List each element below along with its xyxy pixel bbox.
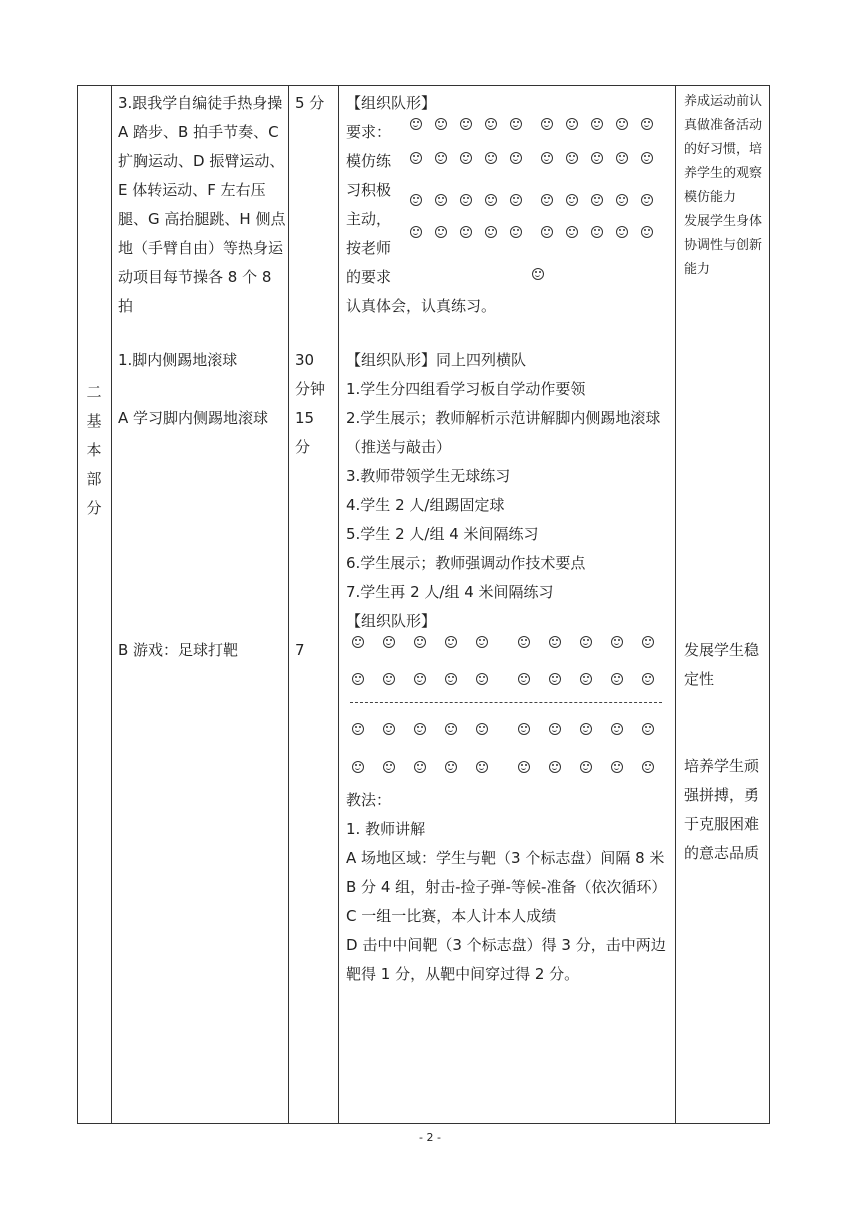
student-icon [541,226,553,238]
formation-row [352,636,488,648]
student-icon [383,636,395,648]
student-icon [460,226,472,238]
formation-requirements: 要求： 模仿练 习积极 主动， 按老师 的要求 认真体会，认真练习。 [346,123,497,315]
student-icon [518,761,530,773]
formation-row [410,118,522,130]
game-goals: 发展学生稳定性 培养学生顽强拼搏，勇于克服困难的意志品质 [684,641,760,862]
student-icon [435,118,447,130]
student-icon [641,194,653,206]
page-number: - 2 - [419,1131,441,1144]
student-icon [616,194,628,206]
student-icon [642,723,654,735]
student-icon [616,152,628,164]
student-icon [541,118,553,130]
student-icon [476,636,488,648]
student-icon [611,761,623,773]
student-icon [352,761,364,773]
student-icon [383,673,395,685]
student-icon [641,152,653,164]
formation-row [518,673,654,685]
student-icon [460,194,472,206]
student-icon [580,636,592,648]
student-icon [611,636,623,648]
formation-row [352,723,488,735]
center-line [350,702,662,703]
teacher-icon [532,268,544,280]
column-divider [111,86,112,1123]
student-icon [580,761,592,773]
student-icon [518,673,530,685]
column-divider [338,86,339,1123]
student-icon [383,723,395,735]
student-icon [476,723,488,735]
student-icon [414,636,426,648]
formation-row [541,194,653,206]
student-icon [541,194,553,206]
student-icon [518,723,530,735]
kick-time: 30 分钟 15 分 [295,351,326,456]
student-icon [485,194,497,206]
student-icon [414,723,426,735]
formation-row [410,194,522,206]
student-icon [616,226,628,238]
column-divider [675,86,676,1123]
student-icon [445,761,457,773]
student-icon [460,152,472,164]
student-icon [485,226,497,238]
student-icon [566,226,578,238]
formation-row [352,673,488,685]
section-label: 二基本部分 [86,383,102,517]
formation-row [541,152,653,164]
student-icon [445,636,457,648]
student-icon [352,723,364,735]
formation-row [410,152,522,164]
column-divider [288,86,289,1123]
student-icon [591,118,603,130]
student-icon [352,636,364,648]
student-icon [510,152,522,164]
game-time: 7 [295,641,305,659]
student-icon [549,761,561,773]
student-icon [414,761,426,773]
student-icon [591,152,603,164]
student-icon [616,118,628,130]
student-icon [485,118,497,130]
student-icon [591,194,603,206]
warmup-goals: 养成运动前认真做准备活动的好习惯，培养学生的观察模仿能力 发展学生身体协调性与创新能力 [684,94,763,277]
student-icon [435,194,447,206]
student-icon [435,226,447,238]
warmup-content: 3.跟我学自编徒手热身操 A 踏步、B 拍手节奏、C 扩胸运动、D 振臂运动、E 体转运动、F 左右压腿、G 高抬腿跳、H 侧点地（手臂自由）等热身运动项目每节操各 8 个 8 拍 [118,94,286,315]
game-content: B 游戏：足球打靶 [118,641,239,659]
student-icon [510,226,522,238]
student-icon [611,673,623,685]
student-icon [460,118,472,130]
student-icon [510,194,522,206]
student-icon [566,118,578,130]
formation-row [352,761,488,773]
student-icon [611,723,623,735]
student-icon [410,226,422,238]
formation-row [541,118,653,130]
student-icon [549,723,561,735]
formation-row [518,723,654,735]
student-icon [352,673,364,685]
student-icon [580,673,592,685]
student-icon [476,761,488,773]
student-icon [549,636,561,648]
student-icon [591,226,603,238]
student-icon [642,761,654,773]
student-icon [445,723,457,735]
student-icon [641,226,653,238]
formation-row [518,636,654,648]
student-icon [510,118,522,130]
student-icon [566,152,578,164]
student-icon [410,194,422,206]
student-icon [642,636,654,648]
formation-row [541,226,653,238]
kick-content: 1.脚内侧踢地滚球 A 学习脚内侧踢地滚球 [118,351,269,427]
student-icon [383,761,395,773]
student-icon [580,723,592,735]
student-icon [566,194,578,206]
teacher-position [532,268,544,280]
warmup-time: 5 分 [295,94,325,112]
student-icon [642,673,654,685]
student-icon [641,118,653,130]
formation-title: 【组织队形】 [346,94,437,112]
student-icon [410,118,422,130]
kick-steps: 【组织队形】同上四列横队 1.学生分四组看学习板自学动作要领 2.学生展示；教师解析示范讲解脚内侧踢地滚球（推送与敲击） 3.教师带领学生无球练习 4.学生 2 人/组踢固定球 5.学生 2 人/组 4 米间隔练习 6.学生展示；教师强调动作技术要点 7.学生再 2 人/组 4 米间隔练习 【组织队形】 [346,351,661,630]
student-icon [541,152,553,164]
student-icon [445,673,457,685]
student-icon [414,673,426,685]
formation-row [518,761,654,773]
student-icon [435,152,447,164]
student-icon [476,673,488,685]
student-icon [518,636,530,648]
game-method: 教法： 1. 教师讲解 A 场地区域：学生与靶（3 个标志盘）间隔 8 米 B 分 4 组，射击-捡子弹-等候-准备（依次循环） C 一组一比赛，本人计本人成绩 D 击中中间靶（3 个标志盘）得 3 分，击中两边靶得 1 分，从靶中间穿过得 2 分。 [346,791,667,983]
student-icon [410,152,422,164]
student-icon [485,152,497,164]
formation-row [410,226,522,238]
student-icon [549,673,561,685]
